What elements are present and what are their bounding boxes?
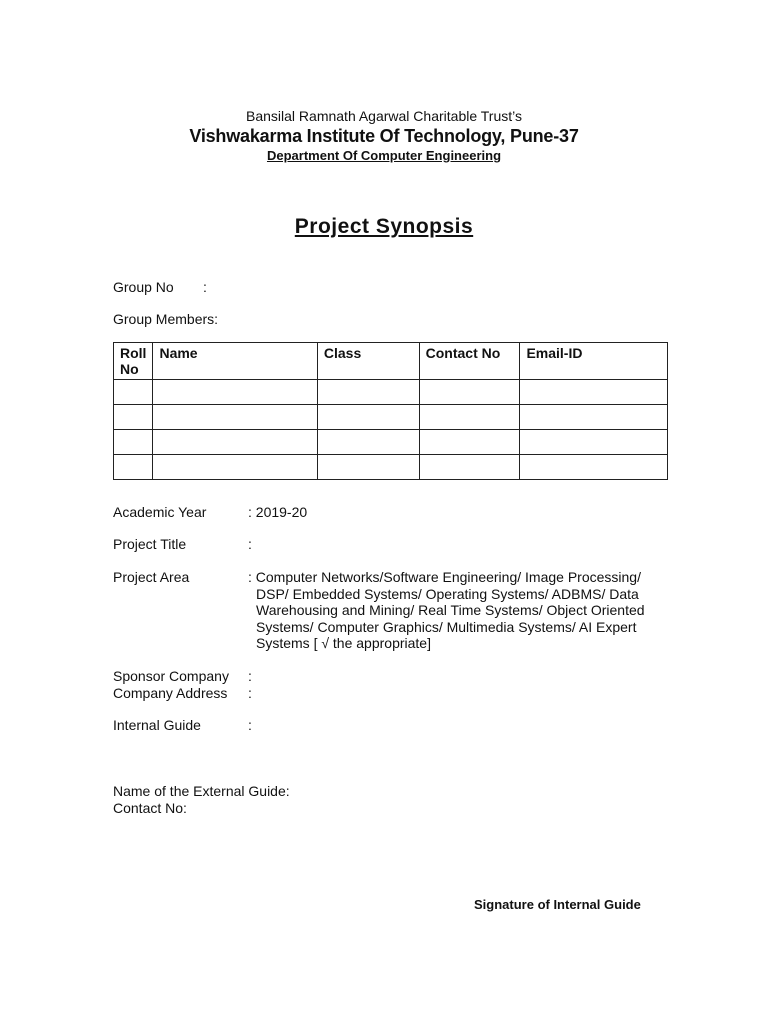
institute-name: Vishwakarma Institute Of Technology, Pune-37 [189, 126, 579, 146]
column-header-contact-no: Contact No [419, 343, 520, 380]
table-cell[interactable] [520, 455, 668, 480]
document-title: Project Synopsis [294, 215, 474, 238]
department-name: Department Of Computer Engineering [266, 148, 502, 163]
column-header-email-id: Email-ID [520, 343, 668, 380]
internal-guide-value: : [248, 717, 252, 733]
table-cell[interactable] [419, 430, 520, 455]
table-cell[interactable] [520, 405, 668, 430]
project-title-label: Project Title [113, 536, 187, 552]
group-no-separator: : [203, 279, 207, 295]
table-cell[interactable] [317, 430, 419, 455]
project-area-line: : Computer Networks/Software Engineering/ Image Processing/ [248, 569, 641, 585]
project-area-line: Systems [ √ the appropriate] [256, 635, 431, 651]
column-header-class: Class [317, 343, 419, 380]
contact-no-label: Contact No: [113, 800, 187, 816]
sponsor-company-value: : [248, 668, 252, 684]
sponsor-company-label: Sponsor Company [113, 668, 229, 684]
column-header-roll-no: Roll No [114, 343, 153, 380]
group-members-label: Group Members: [113, 311, 219, 327]
table-cell[interactable] [153, 430, 317, 455]
table-cell[interactable] [317, 380, 419, 405]
trust-name: Bansilal Ramnath Agarwal Charitable Trust’s [246, 108, 522, 124]
table-cell[interactable] [114, 405, 153, 430]
external-guide-label: Name of the External Guide: [113, 783, 290, 799]
internal-guide-label: Internal Guide [113, 717, 201, 733]
table-cell[interactable] [317, 455, 419, 480]
project-area-line: Systems/ Computer Graphics/ Multimedia Systems/ AI Expert [256, 618, 637, 635]
table-cell[interactable] [153, 405, 317, 430]
table-row [114, 405, 668, 430]
group-no-label: Group No [113, 279, 174, 295]
table-cell[interactable] [317, 405, 419, 430]
table-row [114, 455, 668, 480]
table-cell[interactable] [153, 455, 317, 480]
table-header-row [114, 343, 668, 380]
column-header-name: Name [153, 343, 317, 380]
table-cell[interactable] [419, 455, 520, 480]
table-cell[interactable] [419, 380, 520, 405]
table-cell[interactable] [419, 405, 520, 430]
table-cell[interactable] [153, 380, 317, 405]
table-row [114, 430, 668, 455]
signature-internal-guide: Signature of Internal Guide [474, 897, 641, 912]
table-cell[interactable] [114, 430, 153, 455]
project-area-label: Project Area [113, 569, 190, 585]
academic-year-label: Academic Year [113, 504, 207, 520]
company-address-label: Company Address [113, 685, 228, 701]
company-address-value: : [248, 685, 252, 701]
table-cell[interactable] [114, 455, 153, 480]
table-row [114, 380, 668, 405]
table-cell[interactable] [520, 430, 668, 455]
project-title-value: : [248, 536, 252, 552]
table-cell[interactable] [114, 380, 153, 405]
academic-year-value: : 2019-20 [248, 504, 308, 520]
table-cell[interactable] [520, 380, 668, 405]
project-area-line: Warehousing and Mining/ Real Time Systems/ Object Oriented [256, 602, 645, 618]
project-area-line: DSP/ Embedded Systems/ Operating Systems/ ADBMS/ Data [256, 585, 639, 602]
group-members-table [113, 342, 668, 480]
project-area-value [248, 569, 648, 652]
